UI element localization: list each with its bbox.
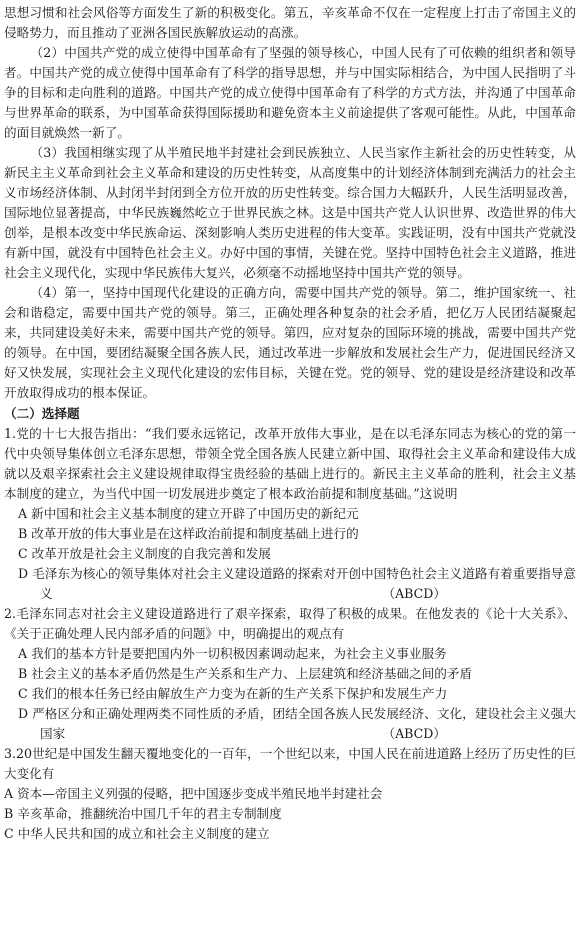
question-2-stem: 2.毛泽东同志对社会主义建设道路进行了艰辛探索，取得了积极的成果。在他发表的《论十大关系》、《关于正确处理人民内部矛盾的问题》中，明确提出的观点有 — [4, 606, 576, 641]
question-3-stem: 3.20世纪是中国发生翻天覆地变化的一百年，一个世纪以来，中国人民在前进道路上经历了历史性的巨大变化有 — [4, 746, 576, 781]
question-1-option-d-wrap — [4, 564, 576, 604]
question-1-option-c: C 改革开放是社会主义制度的自我完善和发展 — [18, 546, 271, 561]
answer-paragraph-3: （3）我国相继实现了从半殖民地半封建社会到民族独立、人民当家作主新社会的历史性转变，从新民主主义革命到社会主义革命和建设的历史性转变，从高度集中的计划经济体制到充满活力的社会主义市场经济体制、从封闭半封闭到全方位开放的历史性转变。综合国力大幅跃升，人民生活明显改善，国际地位显著提高，中华民族巍然屹立于世界民族之林。这是中国共产党人认识世界、改造世界的伟大创举，是根本改变中华民族命运、深刻影响人类历史进程的伟大变革。实践证明，没有中国共产党就没有新中国，就没有中国特色社会主义。办好中国的事情，关键在党。坚持中国特色社会主义道路，推进社会主义现代化，实现中华民族伟大复兴，必须毫不动摇地坚持中国共产党的领导。 — [4, 145, 576, 280]
section-heading-multiple-choice: （二）选择题 — [4, 406, 80, 421]
question-1-option-d: D 毛泽东为核心的领导集体对社会主义建设道路的探索对开创中国特色社会主义道路有着重要指导意义 — [18, 566, 576, 601]
question-2-option-b: B 社会主义的基本矛盾仍然是生产关系和生产力、上层建筑和经济基础之间的矛盾 — [18, 666, 473, 681]
question-2-answer: （ABCD） — [382, 726, 446, 741]
answer-paragraph-4: （4）第一，坚持中国现代化建设的正确方向，需要中国共产党的领导。第二，维护国家统一、社会和谐稳定，需要中国共产党的领导。第三，正确处理各种复杂的社会矛盾，把亿万人民团结凝聚起来，共同建设美好未来，需要中国共产党的领导。第四，应对复杂的国际环境的挑战，需要中国共产党的领导。在中国，要团结凝聚全国各族人民，通过改革进一步解放和发展社会生产力，促进国民经济又好又快发展，实现社会主义现代化建设的宏伟目标，关键在党。党的领导、党的建设是经济建设和改革开放取得成功的根本保证。 — [4, 285, 576, 400]
question-2-option-a: A 我们的基本方针是要把国内外一切积极因素调动起来，为社会主义事业服务 — [18, 646, 447, 661]
question-3-option-a: A 资本—帝国主义列强的侵略，把中国逐步变成半殖民地半封建社会 — [4, 786, 383, 801]
paragraph-continuation: 思想习惯和社会风俗等方面发生了新的积极变化。第五，辛亥革命不仅在一定程度上打击了帝国主义的侵略势力，而且推动了亚洲各国民族解放运动的高涨。 — [4, 5, 576, 40]
question-2-option-d: D 严格区分和正确处理两类不同性质的矛盾，团结全国各族人民发展经济、文化，建设社会主义强大国家 — [18, 706, 576, 741]
answer-paragraph-2: （2）中国共产党的成立使得中国革命有了坚强的领导核心，中国人民有了可依赖的组织者和领导者。中国共产党的成立使得中国革命有了科学的指导思想，并与中国实际相结合，为中国人民指明了斗争的目标和走向胜利的道路。中国共产党的成立使得中国革命有了科学的方式方法，并沟通了中国革命与世界革命的联系，为中国革命获得国际援助和避免资本主义前途提供了客观可能性。从此，中国革命的面目就焕然一新了。 — [4, 45, 576, 140]
document-page — [4, 3, 576, 941]
question-1 — [4, 424, 576, 604]
question-3 — [4, 744, 576, 844]
question-2 — [4, 604, 576, 744]
question-3-option-b: B 辛亥革命，推翻统治中国几千年的君主专制制度 — [4, 806, 282, 821]
question-2-option-c: C 我们的根本任务已经由解放生产力变为在新的生产关系下保护和发展生产力 — [18, 686, 448, 701]
question-1-option-b: B 改革开放的伟大事业是在这样政治前提和制度基础上进行的 — [18, 526, 359, 541]
question-1-stem: 1.党的十七大报告指出：“我们要永远铭记，改革开放伟大事业，是在以毛泽东同志为核心的党的第一代中央领导集体创立毛泽东思想，带领全党全国各族人民建立新中国、取得社会主义革命和建设伟大成就以及艰辛探索社会主义建设规律取得宝贵经验的基础上进行的。新民主主义革命的胜利，社会主义基本制度的建立，为当代中国一切发展进步奠定了根本政治前提和制度基础。”这说明 — [4, 426, 576, 501]
question-2-option-d-wrap — [4, 704, 576, 744]
question-1-option-a: A 新中国和社会主义基本制度的建立开辟了中国历史的新纪元 — [18, 506, 359, 521]
question-3-option-c: C 中华人民共和国的成立和社会主义制度的建立 — [4, 826, 270, 841]
question-1-answer: （ABCD） — [382, 586, 446, 601]
